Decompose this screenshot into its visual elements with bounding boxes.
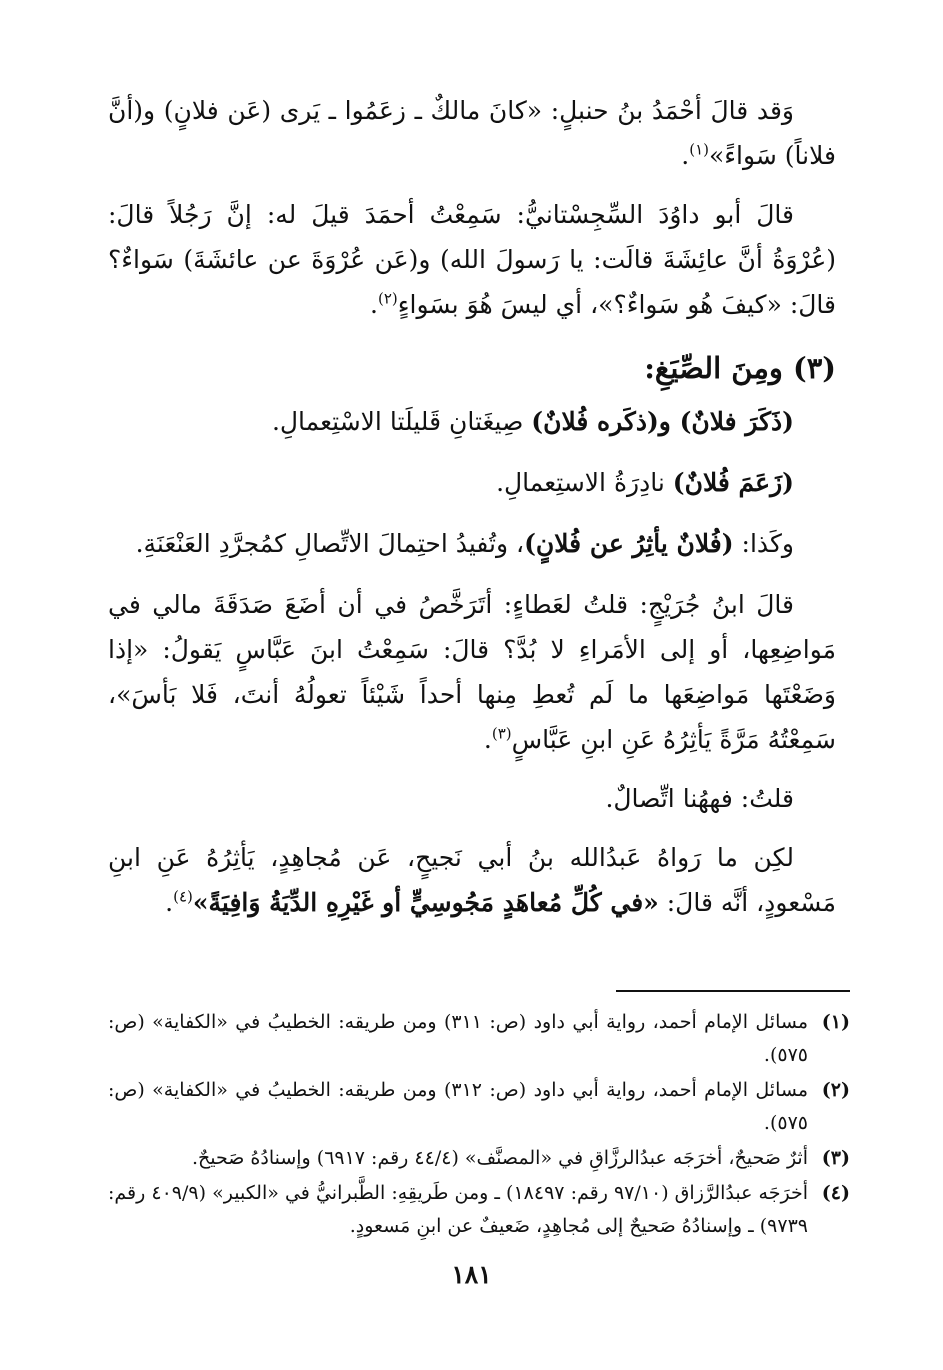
hadith-quote: «في كُلِّ مُعاهَدٍ مَجُوسِيٍّ أو غَيْرِهِ الدِّيَةُ وَافِيَةً» [192,888,659,917]
paragraph-text: قالَ ابنُ جُرَيْجٍ: قلتُ لعَطاءٍ: أتَرَخَّصُ في أن أضَعَ صَدَقَةَ مالي في مَواضِعِها، أو إلى الأمَراءِ لا بُدَّ؟ قالَ: سَمِعْتُ ابنَ عَبَّاسٍ يَقولُ: «إذا وَضَعْتَها مَواضِعَها ما لَم تُعطِ مِنها أحداً شَيْئاً تعولُهُ أنتَ، فَلا بَأسَ»، سَمِعْتُهُ مَرَّةً يَأثِرُهُ عَنِ ابنِ عَبَّاسٍ [108,590,836,754]
paragraph-ibn-abi-najih [108,835,836,925]
formula-bold: (فُلانٌ يأثِرُ عن فُلانٍ) [524,529,734,558]
footnote-number: (١) [821,1011,850,1033]
paragraph-end-mark: . [681,141,690,170]
footnote-text: أثرٌ صَحيحٌ، أخرَجَه عبدُالرزَّاقِ في «المصنَّف» (٤٤/٤ رقم: ٦٩١٧) وإسنادُهُ صَحيحٌ. [191,1147,808,1169]
footnote-separator [616,990,850,992]
footnote-number: (٤) [821,1182,850,1204]
section-heading: (٣) ومِنَ الصِّيَغِ: [644,351,836,385]
footnotes [108,1006,850,1245]
footnote-number: (٢) [821,1079,850,1101]
paragraph-ibn-jurayj [108,582,836,762]
paragraph-end-mark: . [370,290,378,319]
footnote-ref-2[interactable]: (٢) [377,289,398,308]
paragraph-text: قالَ أبو داوُدَ السِّجِسْتانيُّ: سَمِعْتُ أحمَدَ قيلَ له: إنَّ رَجُلاً قالَ: (عُرْوَةُ أنَّ عائِشَةَ قالَت: يا رَسولَ الله) و(عَن عُرْوَةَ عن عائشَةَ) سَواءٌ؟ قالَ: «كيفَ هُو سَواءٌ؟»، أي ليسَ هُوَ بسَواءٍ [108,200,836,319]
formula-text: صِيغَتانِ قَليلَتا الاسْتِعمالِ. [271,407,532,436]
footnote-ref-3[interactable]: (٣) [491,724,512,743]
formula-bold: (زَعَمَ فُلانٌ) [672,468,794,497]
footnote-text: أخرَجَه عبدُالرَّزاق (٩٧/١٠ رقم: ١٨٤٩٧) ـ ومن طَريقِهِ: الطَّبرانيُّ في «الكبير» (٤٠٩/٩ رقم: ٩٧٣٩) ـ وإسنادُهُ صَحيحٌ إلى مُجاهِدٍ، ضَعيفٌ عن ابنِ مَسعودٍ. [108,1182,808,1237]
formula-yathiru [108,521,836,566]
formula-lead: وكَذا: [733,529,794,558]
formula-text: نادِرَةُ الاستِعمالِ. [496,468,673,497]
footnote-ref-1[interactable]: (١) [689,140,709,159]
page-body [108,88,836,939]
formula-text: ، وتُفيدُ احتِمالَ الاتِّصالِ كمُجرَّدِ العَنْعَنَةِ. [135,529,525,558]
paragraph-ittisal: قلتُ: فههُنا اتِّصالٌ. [605,784,794,813]
paragraph-end-mark: . [165,888,174,917]
formula-bold: (ذَكَرَ فلانٌ) و(ذكَره فُلانٌ) [531,407,794,436]
footnote-ref-4[interactable]: (٤) [173,887,193,906]
footnote-item [108,1006,850,1072]
footnote-text: مسائل الإمام أحمد، رواية أبي داود (ص: ٣١٢) ومن طريقه: الخطيبُ في «الكفاية» (ص: ٥٧٥). [108,1079,808,1134]
footnote-number: (٣) [821,1147,850,1169]
paragraph-end-mark: . [483,725,492,754]
footnote-item [108,1177,850,1243]
footnote-item [108,1074,850,1140]
footnote-text: مسائل الإمام أحمد، رواية أبي داود (ص: ٣١١) ومن طريقه: الخطيبُ في «الكفاية» (ص: ٥٧٥). [108,1011,808,1066]
paragraph-text: لكِن ما رَواهُ عَبدُالله بنُ أبي نَجيحٍ، عَن مُجاهِدٍ، يَأثِرُهُ عَنِ ابنِ مَسْعودٍ، أنَّه قالَ: [108,843,836,917]
formula-dhakara [108,399,836,444]
footnote-item [108,1142,850,1175]
paragraph-abu-dawud [108,192,836,327]
paragraph-text: وَقد قالَ أحْمَدُ بنُ حنبلٍ: «كانَ مالكٌ ـ زعَمُوا ـ يَرى (عَن فلانٍ) و(أنَّ فلاناً) سَواءً» [108,96,836,170]
formula-zaama [108,460,836,505]
page-number: ١٨١ [451,1260,492,1289]
paragraph-ahmad-malik [108,88,836,178]
